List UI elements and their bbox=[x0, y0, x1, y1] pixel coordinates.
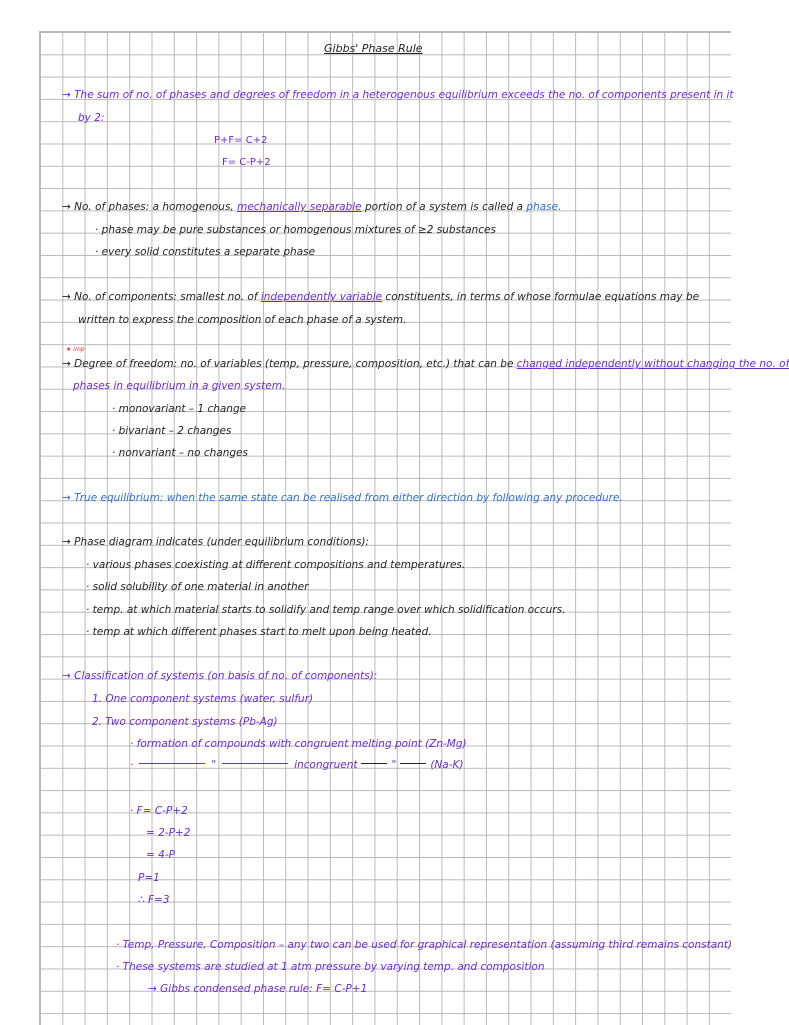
true-equilibrium: → True equilibrium: when the same state can be realised from either direction by following any procedure. bbox=[62, 492, 623, 504]
components-highlight: independently variable bbox=[260, 291, 383, 303]
freedom-definition bbox=[62, 357, 789, 371]
equation-1: P+F= C+2 bbox=[214, 135, 268, 146]
diagram-bullet-3: · temp. at which material starts to solidify and temp range over which solidification occurs. bbox=[86, 604, 566, 616]
ditto-line bbox=[361, 763, 387, 764]
calc-line-3: = 4-P bbox=[146, 849, 175, 861]
freedom-bullet-1: · monovariant – 1 change bbox=[112, 403, 247, 415]
freedom-bullet-2: · bivariant – 2 changes bbox=[112, 425, 232, 437]
classification-item-1: 1. One component systems (water, sulfur) bbox=[92, 693, 314, 705]
calc-line-4: P=1 bbox=[138, 872, 160, 884]
important-note: ★ imp bbox=[66, 346, 85, 353]
freedom-highlight: changed independently without changing the no. of bbox=[516, 358, 789, 370]
components-lead: → No. of components: smallest no. of bbox=[62, 291, 258, 303]
page-title: Gibbs' Phase Rule bbox=[324, 42, 423, 55]
ditto-line bbox=[400, 763, 426, 764]
footer-line-3: → Gibbs condensed phase rule: F= C-P+1 bbox=[148, 983, 368, 995]
phases-definition bbox=[62, 200, 561, 214]
freedom-line2: phases in equilibrium in a given system. bbox=[73, 380, 286, 392]
diagram-bullet-1: · various phases coexisting at different compositions and temperatures. bbox=[86, 559, 466, 571]
calc-line-5: ∴ F=3 bbox=[138, 894, 170, 906]
classification-sub-1: · formation of compounds with congruent melting point (Zn-Mg) bbox=[130, 738, 467, 750]
calc-line-2: = 2-P+2 bbox=[146, 827, 191, 839]
ditto-mark-2: " bbox=[391, 759, 397, 771]
calc-line-1: · F= C-P+2 bbox=[130, 805, 188, 817]
freedom-bullet-3: · nonvariant – no changes bbox=[112, 447, 248, 459]
phases-highlight: mechanically separable bbox=[237, 201, 362, 213]
classification-lead: → Classification of systems (on basis of no. of components): bbox=[62, 670, 378, 682]
footer-line-2: · These systems are studied at 1 atm pressure by varying temp. and composition bbox=[116, 961, 545, 973]
ditto-mark: " bbox=[211, 759, 217, 771]
definition-line1: → The sum of no. of phases and degrees of freedom in a heterogenous equilibrium exceeds the no. of components present in it bbox=[62, 89, 734, 101]
phases-lead: → No. of phases: a homogenous, bbox=[62, 201, 234, 213]
definition-line2: by 2: bbox=[78, 112, 105, 124]
incongruent-word: incongruent bbox=[294, 759, 358, 771]
diagram-bullet-4: · temp at which different phases start to melt upon being heated. bbox=[86, 626, 432, 638]
diagram-bullet-2: · solid solubility of one material in another bbox=[86, 581, 309, 593]
phases-bullet-2: · every solid constitutes a separate phase bbox=[95, 246, 316, 258]
phases-rest: portion of a system is called a bbox=[364, 201, 524, 213]
footer-line-1: · Temp, Pressure, Composition – any two can be used for graphical representation (assuming third remains constant) bbox=[116, 939, 733, 951]
components-definition bbox=[62, 290, 699, 304]
diagram-lead: → Phase diagram indicates (under equilibrium conditions): bbox=[62, 536, 370, 548]
components-line2: written to express the composition of each phase of a system. bbox=[78, 314, 407, 326]
freedom-lead: → Degree of freedom: no. of variables (temp, pressure, composition, etc.) that can be bbox=[62, 358, 514, 370]
components-rest: constituents, in terms of whose formulae equations may be bbox=[385, 291, 700, 303]
classification-sub-2: · " incongruent " (Na-K) bbox=[130, 759, 464, 771]
phases-bullet-1: · phase may be pure substances or homogenous mixtures of ≥2 substances bbox=[95, 224, 496, 236]
ditto-line bbox=[222, 763, 288, 764]
phases-term: phase. bbox=[526, 201, 562, 213]
ditto-line bbox=[139, 763, 205, 764]
classification-item-2: 2. Two component systems (Pb-Ag) bbox=[92, 716, 278, 728]
grid-paper bbox=[39, 31, 789, 1025]
equation-2: F= C-P+2 bbox=[222, 157, 271, 168]
na-k-system: (Na-K) bbox=[430, 759, 464, 771]
